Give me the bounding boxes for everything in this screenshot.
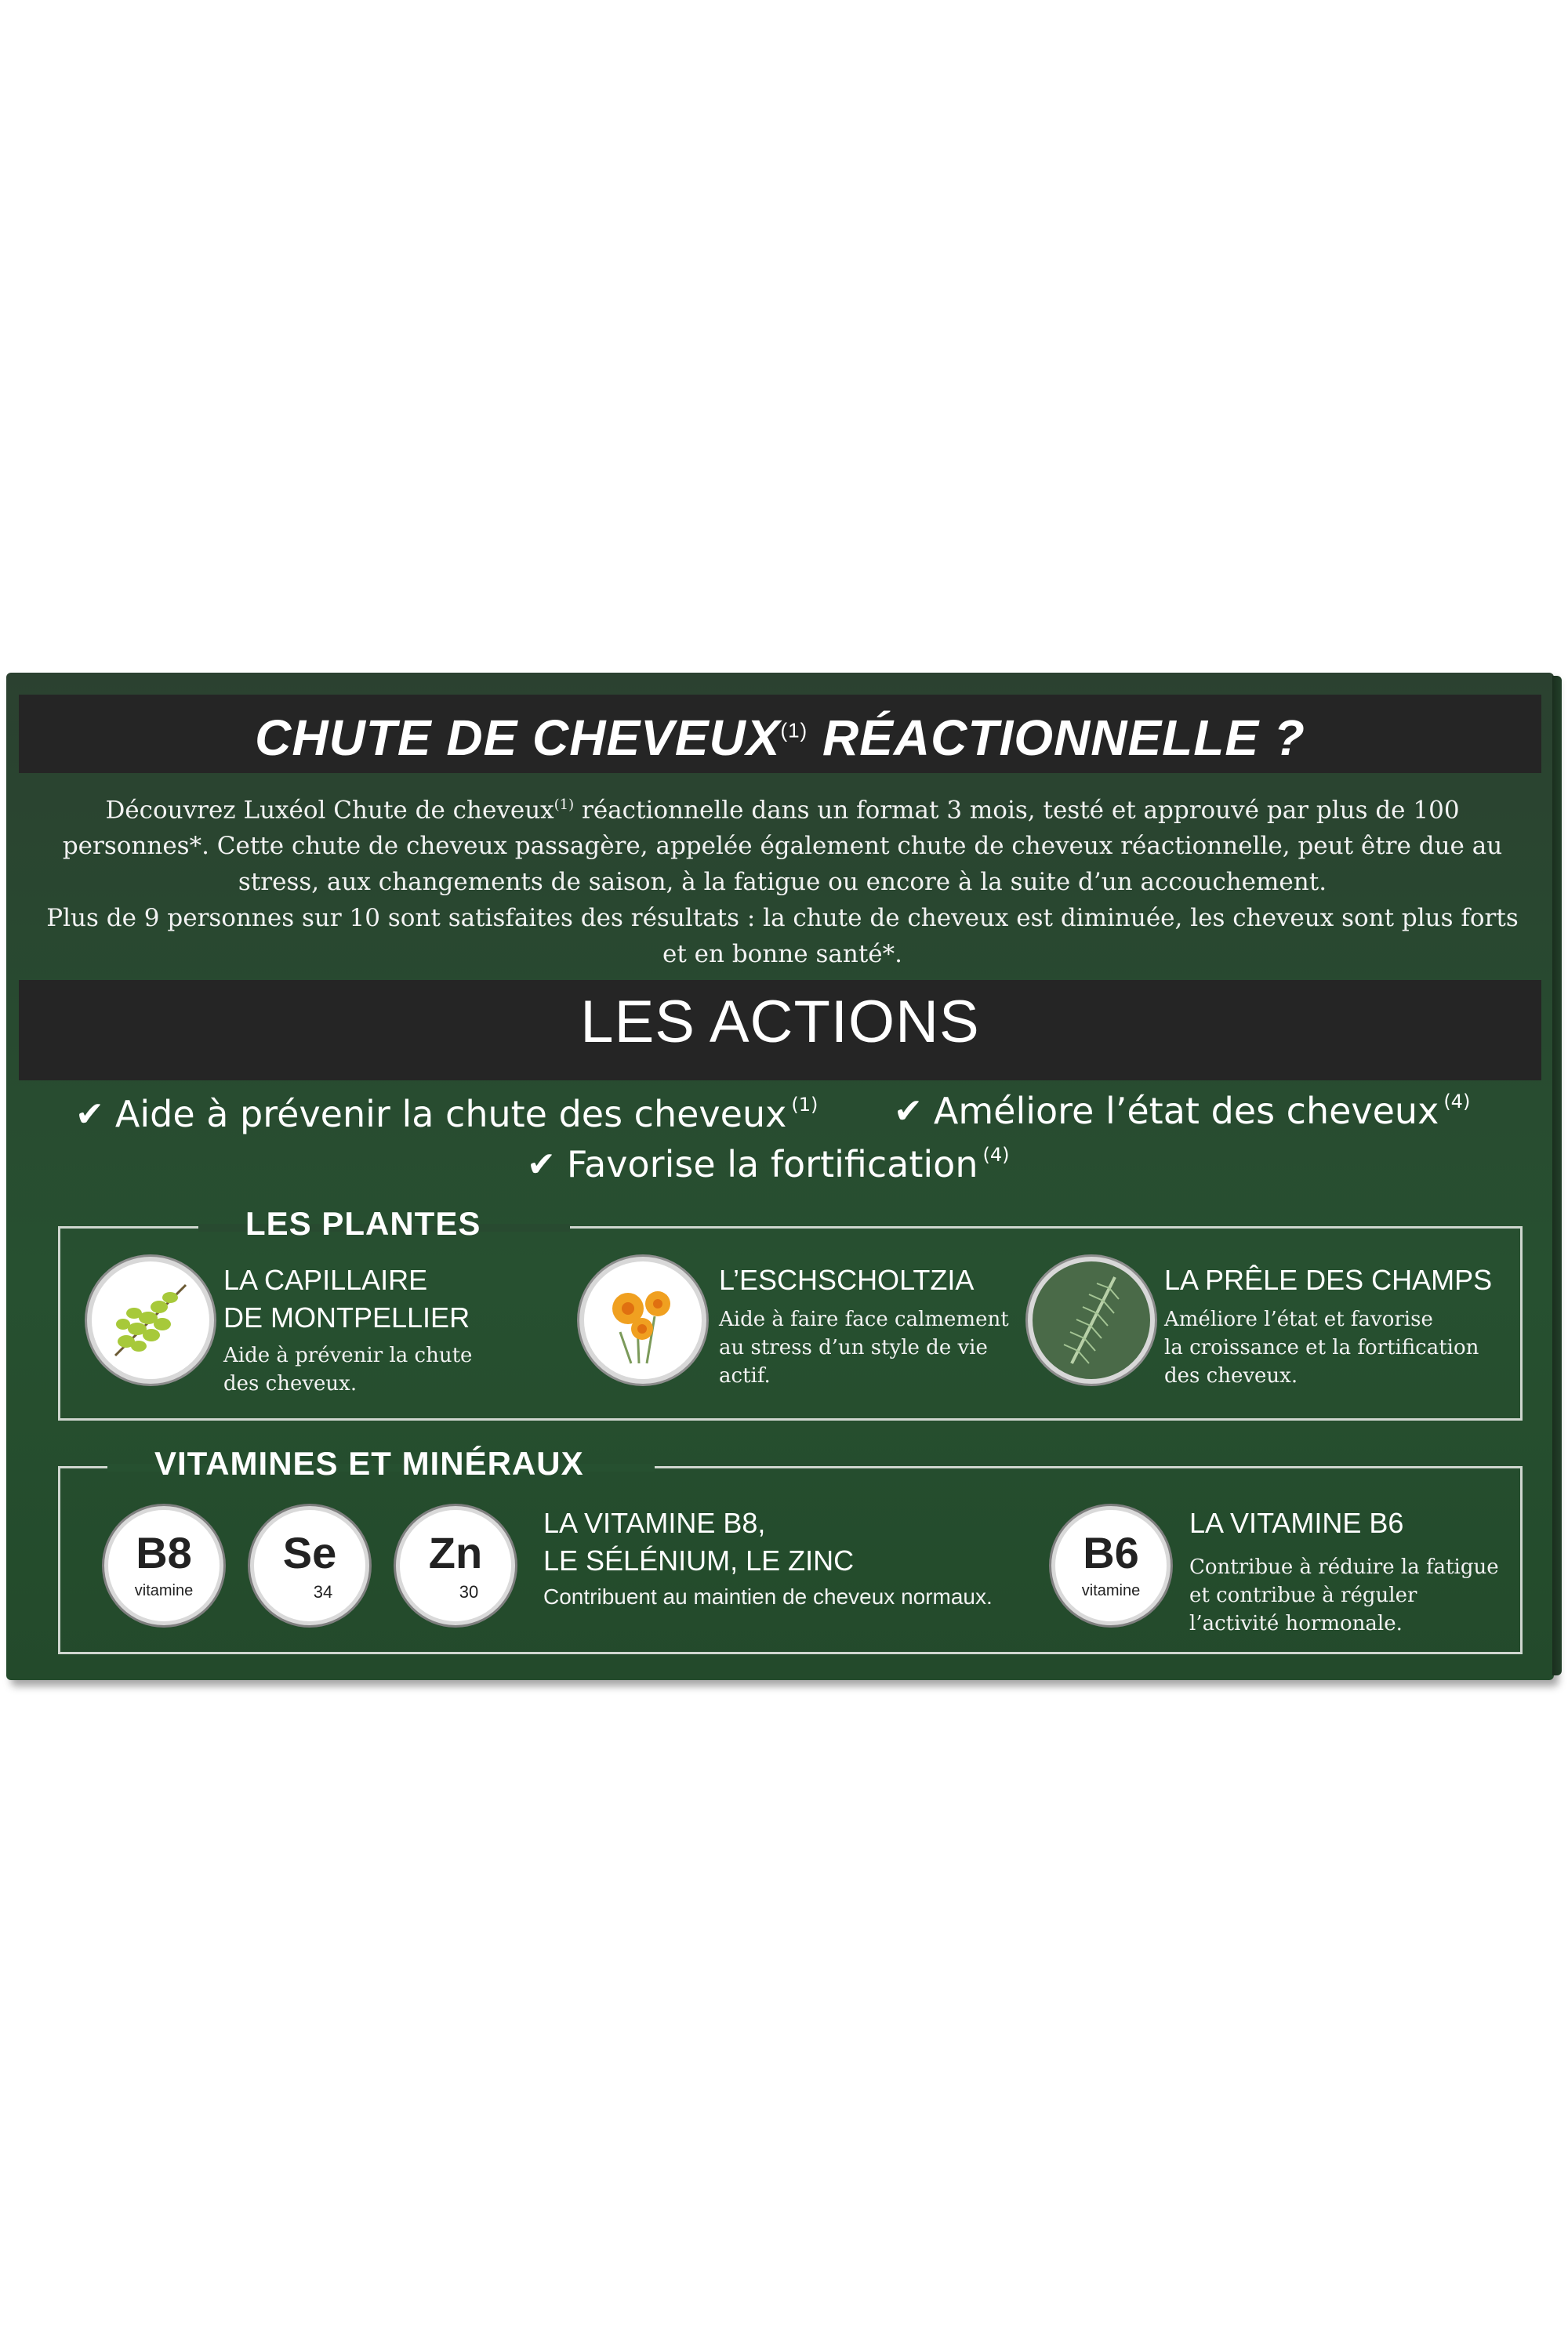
action-ref: (4) [1443,1091,1471,1112]
plant-desc-line: Aide à faire face calmement [719,1308,1009,1331]
vitamin-b6-title: LA VITAMINE B6 [1189,1507,1404,1539]
plant-name [719,1261,974,1299]
intro-p1-end: réactionnelle dans un format 3 mois, testé et approuvé par plus de 100 personnes*. Cette chute de cheveux passagère, appelée également chute de cheveux réactionnelle, peut être due au stress, aux changements de saison, à la fatigue ou encore à la suite d’un accouchement. [62,796,1503,897]
plants-title: LES PLANTES [245,1205,481,1242]
intro-text [45,787,1519,972]
plant-name-line: LA PRÊLE DES CHAMPS [1164,1264,1493,1296]
maidenhair-fern-icon [87,1257,214,1384]
plant-desc-line: Améliore l’état et favorise [1164,1308,1433,1331]
main-title-ref: (1) [780,718,808,742]
actions-title: LES ACTIONS [580,989,980,1055]
vitamin-b8-badge [104,1506,223,1625]
selenium-badge [250,1506,369,1625]
main-title-end: RÉACTIONNELLE ? [822,710,1305,766]
action-item [527,1143,1009,1185]
plant-desc-line: des cheveux. [1164,1364,1298,1388]
plant-desc-line: la croissance et la fortification [1164,1336,1479,1359]
plant-description [223,1341,472,1398]
vitamin-b6-description [1189,1553,1499,1638]
plant-name-line: DE MONTPELLIER [223,1301,470,1334]
intro-paragraph-1 [45,787,1519,900]
plant-description [719,1305,1009,1390]
vitamin-group-title-line: LA VITAMINE B8, [543,1507,766,1539]
product-box-back-panel [6,673,1554,1680]
intro-p1-ref: (1) [554,797,575,813]
plant-desc-line: actif. [719,1364,771,1388]
vitamin-b6-badge [1051,1506,1171,1625]
action-item [75,1093,818,1135]
box-side-edge [1552,676,1562,1675]
check-icon: ✔ [75,1094,104,1134]
plant-desc-line: au stress d’un style de vie [719,1336,988,1359]
vitamin-desc-line: et contribue à réguler [1189,1584,1417,1607]
plant-name [1164,1261,1492,1299]
vitamins-title: VITAMINES ET MINÉRAUX [154,1445,584,1482]
badge-atomic-number: 34 [313,1582,333,1602]
main-title-text: CHUTE DE CHEVEUX [255,710,781,766]
intro-paragraph-2: Plus de 9 personnes sur 10 sont satisfaites des résultats : la chute de cheveux est diminuée, les cheveux sont plus forts et en bonne santé*. [46,904,1519,969]
plant-desc-line: des cheveux. [223,1372,358,1396]
badge-atomic-number: 30 [459,1582,479,1602]
horsetail-icon [1028,1257,1155,1384]
vitamin-group-title [543,1504,854,1580]
action-item [894,1090,1470,1132]
badge-symbol: Zn [428,1528,483,1577]
vitamin-desc-line: l’activité hormonale. [1189,1612,1403,1635]
main-title [6,709,1554,767]
vitamin-desc-line: Contribue à réduire la fatigue [1189,1555,1499,1579]
action-ref: (1) [791,1094,818,1116]
plant-name [223,1261,470,1337]
vitamin-group-title-line: LE SÉLÉNIUM, LE ZINC [543,1544,855,1577]
vitamins-section [58,1445,1523,1654]
badge-subtext: vitamine [1081,1582,1141,1599]
plant-name-line: LA CAPILLAIRE [223,1264,428,1296]
plants-section [58,1205,1523,1421]
plant-name-line: L’ESCHSCHOLTZIA [719,1264,975,1296]
badge-subtext: vitamine [134,1582,194,1599]
check-icon: ✔ [527,1144,556,1185]
vitamin-group-description: Contribuent au maintien de cheveux normaux. [543,1584,993,1609]
badge-symbol: B8 [136,1528,192,1577]
badge-symbol: B6 [1083,1528,1139,1577]
zinc-badge [396,1506,515,1625]
plant-desc-line: Aide à prévenir la chute [223,1344,473,1367]
plant-description [1164,1305,1479,1390]
intro-p1-start: Découvrez Luxéol Chute de cheveux [105,796,554,825]
action-ref: (4) [982,1144,1010,1166]
action-label: Améliore l’état des cheveux [933,1090,1439,1132]
badge-symbol: Se [282,1528,337,1577]
check-icon: ✔ [894,1091,923,1131]
action-label: Aide à prévenir la chute des cheveux [114,1093,787,1135]
california-poppy-icon [579,1257,706,1384]
action-label: Favorise la fortification [566,1143,978,1185]
